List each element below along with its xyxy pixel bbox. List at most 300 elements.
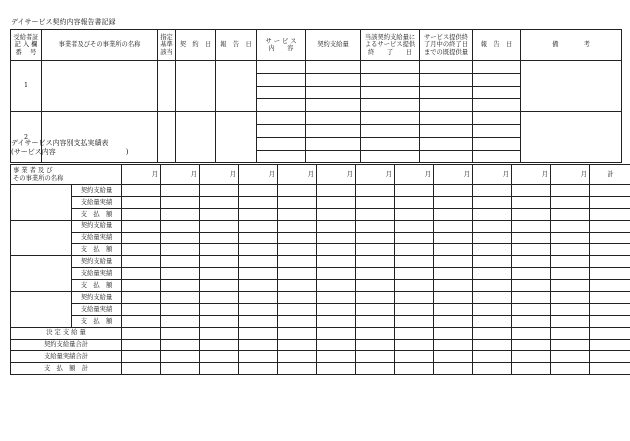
payment-record-table xyxy=(10,164,630,375)
table2-cell xyxy=(434,220,473,232)
table2-cell xyxy=(278,339,317,351)
table2-cell xyxy=(122,351,161,363)
table1-cell xyxy=(257,124,306,137)
table2-cell xyxy=(473,280,512,292)
table2-cell xyxy=(122,280,161,292)
table2-cell xyxy=(200,208,239,220)
table2-cell xyxy=(395,208,434,220)
sub-label: 支給量実績 xyxy=(72,303,122,315)
table2-row xyxy=(11,232,630,244)
table2-cell xyxy=(512,339,551,351)
table2-cell xyxy=(434,339,473,351)
table1-cell xyxy=(306,137,361,150)
table2-cell xyxy=(317,351,356,363)
table2-cell xyxy=(356,315,395,327)
table2-cell xyxy=(434,327,473,339)
table2-cell xyxy=(161,339,200,351)
table2-cell xyxy=(473,208,512,220)
table2-cell xyxy=(434,292,473,304)
table2-cell xyxy=(551,303,590,315)
table2-footer-row xyxy=(11,351,630,363)
table2-cell xyxy=(512,196,551,208)
month-header: 月 xyxy=(551,165,590,185)
table2-footer-row xyxy=(11,339,630,351)
table2-cell xyxy=(317,185,356,197)
table1-cell xyxy=(257,137,306,150)
month-header: 月 xyxy=(122,165,161,185)
table2-cell xyxy=(590,363,630,375)
table2-cell xyxy=(161,232,200,244)
table1-cell xyxy=(473,99,521,112)
table1-cell xyxy=(473,150,521,163)
table2-cell xyxy=(239,185,278,197)
table1-cell xyxy=(361,124,420,137)
footer-label: 支給量実績合計 xyxy=(11,351,122,363)
header-contract-service-end: 当該契約支給量に よるサービス提供 終 了 日 xyxy=(361,30,420,61)
table2-cell xyxy=(200,303,239,315)
sub-label: 支 払 額 xyxy=(72,208,122,220)
table2-cell xyxy=(473,327,512,339)
table1-cell xyxy=(176,112,216,163)
month-header: 月 xyxy=(278,165,317,185)
table2-cell xyxy=(434,244,473,256)
table2-row xyxy=(11,303,630,315)
table2-cell xyxy=(551,363,590,375)
table2-cell xyxy=(200,256,239,268)
table2-cell xyxy=(434,303,473,315)
table2-cell xyxy=(278,220,317,232)
table1-cell xyxy=(473,86,521,99)
table2-cell xyxy=(161,327,200,339)
table2-cell xyxy=(200,280,239,292)
table2-cell xyxy=(239,303,278,315)
table1-cell xyxy=(473,73,521,86)
table2-cell xyxy=(122,292,161,304)
table2-cell xyxy=(239,280,278,292)
table2-cell xyxy=(590,268,630,280)
table2-cell xyxy=(356,292,395,304)
table2-cell xyxy=(512,303,551,315)
table2-cell xyxy=(239,363,278,375)
table2-row xyxy=(11,268,630,280)
table2-cell xyxy=(434,268,473,280)
table2-cell xyxy=(356,256,395,268)
footer-label: 支 払 額 計 xyxy=(11,363,122,375)
table2-cell xyxy=(317,339,356,351)
table2-cell xyxy=(161,244,200,256)
table2-cell xyxy=(512,268,551,280)
table2-cell xyxy=(395,315,434,327)
table2-cell xyxy=(473,303,512,315)
table1-cell xyxy=(216,61,257,112)
table2-cell xyxy=(317,256,356,268)
table2-cell xyxy=(551,244,590,256)
table1-cell xyxy=(257,112,306,125)
table2-cell xyxy=(239,315,278,327)
table2-cell xyxy=(122,268,161,280)
table2-row xyxy=(11,256,630,268)
table2-cell xyxy=(161,268,200,280)
table2-cell xyxy=(473,363,512,375)
table2-cell xyxy=(395,339,434,351)
table2-cell xyxy=(122,196,161,208)
table2-cell xyxy=(200,363,239,375)
table2-cell xyxy=(551,208,590,220)
table2-cell xyxy=(473,244,512,256)
header-contract-date: 契 約 日 xyxy=(176,30,216,61)
table2-row xyxy=(11,196,630,208)
table2-cell xyxy=(239,268,278,280)
month-header: 月 xyxy=(434,165,473,185)
table2-cell xyxy=(434,232,473,244)
table2-cell xyxy=(590,292,630,304)
table2-cell xyxy=(356,363,395,375)
table2-cell xyxy=(512,363,551,375)
table2-cell xyxy=(395,292,434,304)
table2-cell xyxy=(200,185,239,197)
table2-cell xyxy=(590,315,630,327)
table2-cell xyxy=(317,315,356,327)
table2-cell xyxy=(317,363,356,375)
header-report-date-2: 報 告 日 xyxy=(473,30,521,61)
table1-cell xyxy=(420,150,473,163)
table2-cell xyxy=(512,220,551,232)
table2-cell xyxy=(590,232,630,244)
provider-cell xyxy=(11,185,72,221)
table2-cell xyxy=(434,315,473,327)
month-header: 月 xyxy=(200,165,239,185)
table1-cell xyxy=(361,112,420,125)
month-header: 月 xyxy=(317,165,356,185)
header-recipient-number: 受給者証 記 入 欄 番 号 xyxy=(11,30,42,61)
table2-subtitle: (サービス内容 ) xyxy=(11,148,129,156)
table2-cell xyxy=(122,303,161,315)
table2-cell xyxy=(434,351,473,363)
table2-cell xyxy=(434,256,473,268)
table2-cell xyxy=(356,185,395,197)
table2-cell xyxy=(278,244,317,256)
table2-cell xyxy=(512,280,551,292)
table1-cell xyxy=(158,112,176,163)
table2-cell xyxy=(434,185,473,197)
table1-cell xyxy=(361,137,420,150)
table2-cell xyxy=(200,351,239,363)
table2-cell xyxy=(590,351,630,363)
table2-cell xyxy=(512,327,551,339)
table2-cell xyxy=(395,280,434,292)
sub-label: 契約支給量 xyxy=(72,220,122,232)
table1-cell xyxy=(521,61,622,112)
table1-cell xyxy=(306,112,361,125)
table2-cell xyxy=(551,185,590,197)
sub-label: 契約支給量 xyxy=(72,256,122,268)
table1-cell xyxy=(216,112,257,163)
table2-row xyxy=(11,315,630,327)
table2-cell xyxy=(512,256,551,268)
table2-cell xyxy=(161,303,200,315)
table2-cell xyxy=(278,280,317,292)
table2-cell xyxy=(122,363,161,375)
table2-cell xyxy=(395,303,434,315)
table2-row xyxy=(11,185,630,197)
table2-cell xyxy=(317,327,356,339)
table2-cell xyxy=(239,256,278,268)
table2-cell xyxy=(356,196,395,208)
table2-cell xyxy=(278,315,317,327)
table2-cell xyxy=(200,339,239,351)
sub-label: 支 払 額 xyxy=(72,315,122,327)
table2-cell xyxy=(278,256,317,268)
table2-cell xyxy=(200,232,239,244)
table2-cell xyxy=(590,185,630,197)
table2-row xyxy=(11,220,630,232)
table1-cell xyxy=(257,99,306,112)
table2-cell xyxy=(551,220,590,232)
table2-cell xyxy=(161,292,200,304)
table2-cell xyxy=(200,327,239,339)
table2-cell xyxy=(317,196,356,208)
table2-cell xyxy=(239,232,278,244)
table2-cell xyxy=(590,196,630,208)
table2-cell xyxy=(278,327,317,339)
table2-cell xyxy=(590,208,630,220)
table2-cell xyxy=(512,315,551,327)
header-provider-name: 事業者及びその事業所の名称 xyxy=(42,30,158,61)
table2-cell xyxy=(278,351,317,363)
table2-cell xyxy=(122,232,161,244)
table2-cell xyxy=(512,232,551,244)
table2-cell xyxy=(317,280,356,292)
table2-cell xyxy=(356,351,395,363)
table2-cell xyxy=(122,185,161,197)
month-header: 月 xyxy=(356,165,395,185)
table2-cell xyxy=(551,256,590,268)
table2-cell xyxy=(239,208,278,220)
table2-cell xyxy=(356,303,395,315)
table1-cell xyxy=(473,61,521,74)
table1-cell xyxy=(361,73,420,86)
table2-cell xyxy=(512,185,551,197)
table2-cell xyxy=(512,292,551,304)
table2-cell xyxy=(122,327,161,339)
table2-cell xyxy=(551,196,590,208)
table1-cell xyxy=(361,150,420,163)
table2-cell xyxy=(512,351,551,363)
table1-cell xyxy=(306,86,361,99)
table1-cell xyxy=(473,112,521,125)
table1-cell xyxy=(420,124,473,137)
table2-cell xyxy=(278,363,317,375)
table2-cell xyxy=(278,268,317,280)
table2-cell xyxy=(317,303,356,315)
table2-cell xyxy=(590,303,630,315)
table2-row xyxy=(11,208,630,220)
sub-label: 支給量実績 xyxy=(72,268,122,280)
table2-cell xyxy=(278,303,317,315)
sub-label: 契約支給量 xyxy=(72,185,122,197)
table2-footer-row xyxy=(11,327,630,339)
table2-cell xyxy=(161,208,200,220)
table2-cell xyxy=(473,351,512,363)
table2-cell xyxy=(395,220,434,232)
provider-cell xyxy=(11,220,72,256)
table1-cell xyxy=(361,99,420,112)
table2-cell xyxy=(161,256,200,268)
table2-cell xyxy=(239,292,278,304)
header-provider-name: 事 業 者 及 び その事業所の名称 xyxy=(11,165,122,185)
table2-cell xyxy=(161,363,200,375)
table2-cell xyxy=(356,268,395,280)
table1-cell xyxy=(420,86,473,99)
table2-cell xyxy=(317,232,356,244)
table1-cell xyxy=(420,61,473,74)
provider-cell xyxy=(11,292,72,328)
table1-cell xyxy=(473,124,521,137)
table2-cell xyxy=(356,244,395,256)
month-header: 月 xyxy=(395,165,434,185)
table2-cell xyxy=(161,280,200,292)
table2-cell xyxy=(278,185,317,197)
table2-cell xyxy=(317,220,356,232)
table2-cell xyxy=(434,196,473,208)
table1-cell xyxy=(306,150,361,163)
table1-cell xyxy=(158,61,176,112)
table2-cell xyxy=(161,185,200,197)
table2-cell xyxy=(239,327,278,339)
provider-cell xyxy=(11,256,72,292)
table2-cell xyxy=(278,292,317,304)
table2-cell xyxy=(590,327,630,339)
table2-cell xyxy=(200,220,239,232)
table1-cell xyxy=(306,124,361,137)
table1-cell xyxy=(176,61,216,112)
sub-label: 契約支給量 xyxy=(72,292,122,304)
table2-cell xyxy=(395,351,434,363)
table1-cell xyxy=(361,86,420,99)
header-service-provided: サービス提供終 了月中の終了日 までの既提供量 xyxy=(420,30,473,61)
table2-cell xyxy=(551,315,590,327)
table2-footer-row xyxy=(11,363,630,375)
row-number: 1 xyxy=(11,61,42,112)
table1-row xyxy=(11,112,622,125)
table2-cell xyxy=(356,280,395,292)
table2-cell xyxy=(473,185,512,197)
table2-cell xyxy=(551,339,590,351)
table1-cell xyxy=(42,61,158,112)
table2-row xyxy=(11,244,630,256)
table2-cell xyxy=(395,256,434,268)
table2-cell xyxy=(317,292,356,304)
sub-label: 支給量実績 xyxy=(72,196,122,208)
table2-cell xyxy=(473,339,512,351)
header-remarks: 備 考 xyxy=(521,30,622,61)
table1-cell xyxy=(420,112,473,125)
header-report-date: 報 告 日 xyxy=(216,30,257,61)
table1-cell xyxy=(257,86,306,99)
table2-cell xyxy=(200,196,239,208)
header-designated-standard: 指定 基準 該当 xyxy=(158,30,176,61)
table2-cell xyxy=(395,185,434,197)
table2-cell xyxy=(356,327,395,339)
table2-cell xyxy=(395,196,434,208)
table2-cell xyxy=(161,196,200,208)
table2-cell xyxy=(317,268,356,280)
table2-cell xyxy=(434,363,473,375)
table2-cell xyxy=(473,220,512,232)
table1-cell xyxy=(306,73,361,86)
table2-cell xyxy=(317,208,356,220)
table2-cell xyxy=(473,256,512,268)
table2-cell xyxy=(395,363,434,375)
table1-cell xyxy=(257,61,306,74)
table2-cell xyxy=(590,244,630,256)
table2-cell xyxy=(551,351,590,363)
table2-cell xyxy=(239,196,278,208)
table2-cell xyxy=(473,268,512,280)
row-number: 2 xyxy=(11,112,42,163)
table1-cell xyxy=(521,112,622,163)
table2-cell xyxy=(317,244,356,256)
table2-cell xyxy=(395,327,434,339)
table2-cell xyxy=(122,220,161,232)
table2-title: デイサービス内容別支払実績表 xyxy=(11,139,109,147)
table1-cell xyxy=(473,137,521,150)
table1-row xyxy=(11,61,622,74)
sub-label: 支給量実績 xyxy=(72,232,122,244)
table2-cell xyxy=(590,256,630,268)
table2-cell xyxy=(473,292,512,304)
table2-cell xyxy=(356,232,395,244)
table2-cell xyxy=(590,220,630,232)
table2-cell xyxy=(434,280,473,292)
month-header: 月 xyxy=(161,165,200,185)
table2-cell xyxy=(356,339,395,351)
table2-cell xyxy=(200,268,239,280)
table2-cell xyxy=(551,280,590,292)
table2-cell xyxy=(395,268,434,280)
table2-cell xyxy=(122,244,161,256)
table2-cell xyxy=(278,196,317,208)
table2-cell xyxy=(512,208,551,220)
table2-cell xyxy=(239,351,278,363)
table1-cell xyxy=(257,150,306,163)
table2-cell xyxy=(161,220,200,232)
table1-cell xyxy=(420,73,473,86)
month-header: 月 xyxy=(512,165,551,185)
table2-cell xyxy=(122,315,161,327)
table2-cell xyxy=(200,315,239,327)
table2-cell xyxy=(239,244,278,256)
table2-cell xyxy=(551,268,590,280)
footer-label: 契約支給量合計 xyxy=(11,339,122,351)
table2-cell xyxy=(590,280,630,292)
table2-cell xyxy=(473,232,512,244)
table2-cell xyxy=(356,208,395,220)
table1-cell xyxy=(361,61,420,74)
header-service-content: サ ー ビ ス 内 容 xyxy=(257,30,306,61)
table1-cell xyxy=(306,61,361,74)
table2-cell xyxy=(473,315,512,327)
sub-label: 支 払 額 xyxy=(72,244,122,256)
header-contract-amount: 契約支給量 xyxy=(306,30,361,61)
table2-cell xyxy=(161,315,200,327)
table1-title: デイサービス契約内容報告書記録 xyxy=(11,18,116,26)
table2-cell xyxy=(122,256,161,268)
table2-cell xyxy=(239,339,278,351)
table2-cell xyxy=(551,292,590,304)
month-header: 月 xyxy=(239,165,278,185)
table1-cell xyxy=(257,73,306,86)
